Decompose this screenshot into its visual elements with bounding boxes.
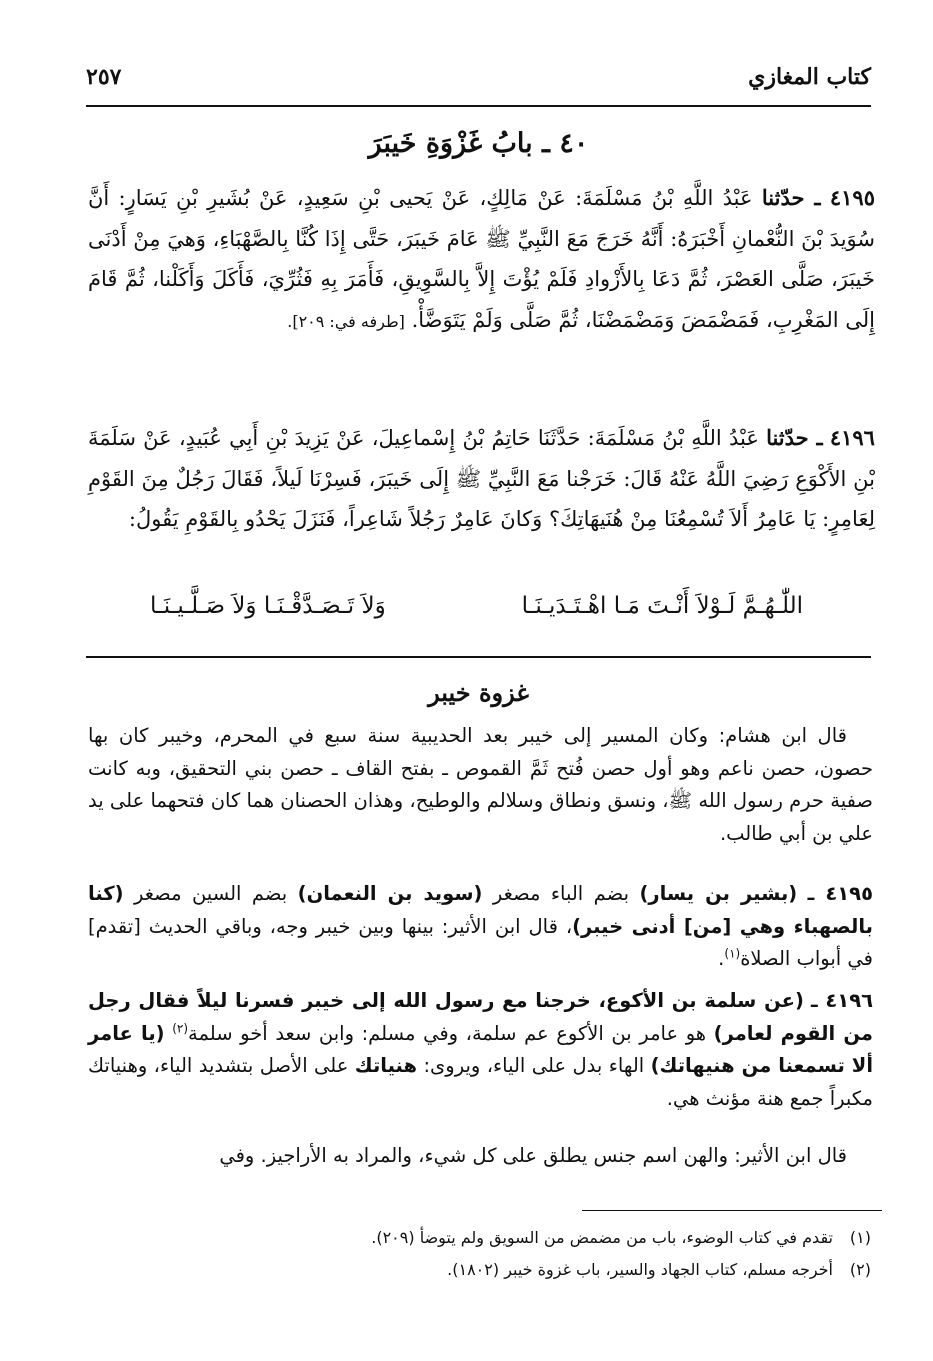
verse-hemistich-first: اللّٰـهُـمَّ لَـوْلاَ أَنْـتَ مَـا اهْـتَـدَيـنَـا bbox=[521, 593, 803, 619]
footnote bbox=[88, 1222, 871, 1254]
commentary-quote: هنياتك bbox=[354, 1054, 418, 1077]
commentary-title: غزوة خيبر bbox=[428, 678, 529, 707]
footnote-rule bbox=[582, 1210, 882, 1211]
hadith-label: ـ حدّثنا bbox=[766, 425, 823, 450]
commentary-text: ، قال ابن الأثير: بينها وبين خيبر وجه، وباقي الحديث [تقدم] في أبواب الصلاة bbox=[88, 914, 873, 970]
commentary-quote: (يا عامر ألا تسمعنا من هنيهاتك) bbox=[88, 1021, 874, 1077]
commentary-text: هو عامر بن الأكوع عم سلمة، وفي مسلم: وابن سعد أخو سلمة bbox=[188, 1021, 714, 1045]
footnote-number: (٢) bbox=[849, 1260, 871, 1279]
commentary-quote: (كنا بالصهباء وهي [من] أدنى خيبر) bbox=[88, 882, 873, 938]
book-title: كتاب المغازي bbox=[748, 64, 871, 90]
footnote-marker[interactable]: (٢) bbox=[172, 1021, 189, 1035]
commentary-text: بضم السين مصغر bbox=[123, 882, 298, 905]
commentary-text: . bbox=[718, 947, 725, 970]
hadith-label: ـ حدّثنا bbox=[761, 185, 821, 210]
hadith-4196 bbox=[88, 418, 875, 540]
commentary-separator bbox=[86, 656, 871, 658]
commentary-number: ٤١٩٥ ـ bbox=[807, 882, 873, 905]
hadith-text: عَبْدُ اللَّهِ بْنُ مَسْلَمَةَ: حَدَّثَنَا حَاتِمُ بْنُ إِسْماعِيلَ، عَنْ يَزِيدَ بْنِ أَبِي عُبَيدٍ، عَنْ سَلَمَةَ بْنِ الأَكْوَعِ رَضِيَ اللَّهُ عَنْهُ قَالَ: خَرَجْنا مَعَ النَّبِيِّ ﷺ إِلَى خَيبَرَ، فَسِرْنَا لَيلاً، فَقَالَ رَجُلٌ مِنَ القَوْمِ لِعَامِرٍ: يَا عَامِرُ أَلاَ تُسْمِعُنَا مِنْ هُنَيهَاتِكَ؟ وَكانَ عَامِرٌ رَجُلاً شَاعِراً، فَنَزَلَ يَحْدُو بِالقَوْمِ يَقُولُ: bbox=[88, 426, 875, 531]
footnotes bbox=[88, 1222, 871, 1286]
hadith-number: ٤١٩٦ bbox=[829, 425, 875, 450]
running-header bbox=[86, 62, 871, 102]
poem-verse bbox=[150, 593, 803, 633]
footnote-marker[interactable]: (١) bbox=[724, 946, 741, 961]
page-number: ٢٥٧ bbox=[86, 64, 122, 90]
footnote bbox=[88, 1254, 871, 1286]
commentary-text: على الأصل بتشديد الياء، وهنياتك مكبراً جمع هنة مؤنث هي. bbox=[88, 1054, 873, 1110]
commentary-paragraph bbox=[88, 720, 873, 850]
commentary-number: ٤١٩٦ ـ bbox=[811, 989, 873, 1012]
header-rule bbox=[86, 105, 871, 107]
hadith-number: ٤١٩٥ bbox=[829, 185, 875, 210]
chapter-title: ٤٠ ـ بابُ غَزْوَةِ خَيبَرَ bbox=[368, 128, 589, 159]
hadith-4195 bbox=[88, 178, 875, 342]
commentary-quote: (بشير بن يسار) bbox=[639, 882, 798, 905]
commentary-paragraph bbox=[88, 1140, 873, 1173]
commentary-paragraph-4196 bbox=[88, 985, 873, 1115]
verse-hemistich-second: وَلاَ تَـصَـدَّقْـنَـا وَلاَ صَـلَّـيـنَـا bbox=[150, 593, 386, 619]
commentary-paragraph-4195 bbox=[88, 878, 873, 976]
commentary-text: بضم الباء مصغر bbox=[482, 882, 640, 905]
footnote-text: تقدم في كتاب الوضوء، باب من مضمض من السويق ولم يتوضأ (٢٠٩). bbox=[371, 1228, 833, 1247]
commentary-quote: (عن سلمة بن الأكوع، خرجنا مع رسول الله إلى خيبر فسرنا ليلاً فقال رجل من القوم لعامر) bbox=[88, 989, 873, 1045]
footnote-text: أخرجه مسلم، كتاب الجهاد والسير، باب غزوة خيبر (١٨٠٢). bbox=[447, 1260, 833, 1279]
hadith-cross-reference: [طرفه في: ٢٠٩]. bbox=[287, 311, 405, 331]
footnote-number: (١) bbox=[849, 1228, 871, 1247]
commentary-quote: (سويد بن النعمان) bbox=[297, 882, 483, 905]
commentary-text: قال ابن هشام: وكان المسير إلى خيبر بعد الحديبية سنة سبع في المحرم، وخيبر كان بها حصون، حصن ناعم وهو أول حصن فُتح ثَمَّ القموص ـ بفتح القاف ـ حصن بني التحقيق، وبه كانت صفية حرم رسول الله ﷺ، ونسق ونطاق وسلالم والوطيح، وهذان الحصنان هما كان فتحهما على يد علي بن أبي طالب. bbox=[88, 724, 873, 845]
hadith-text: عَبْدُ اللَّهِ بْنُ مَسْلَمَةَ: عَنْ مَالِكٍ، عَنْ يَحيى بْنِ سَعِيدٍ، عَنْ بُشَيرِ بْنِ يَسَارٍ: أَنَّ سُوَيدَ بْنَ النُّعْمانِ أَخْبَرَهُ: أَنَّهُ خَرَجَ مَعَ النَّبِيِّ ﷺ عَامَ خَيبَرَ، حَتَّى إِذَا كُنَّا بِالصَّهْبَاءِ، وَهيَ مِنْ أَدْنَى خَيبَرَ، صَلَّى العَصْرَ، ثُمَّ دَعَا بِالأَزْوادِ فَلَمْ يُؤْتَ إِلاَّ بِالسَّوِيقِ، فَأَمَرَ بِهِ فَثُرِّيَ، فَأَكَلَ وَأَكَلْنا، ثُمَّ قَامَ إِلَى المَغْرِبِ، فَمَضْمَضَ وَمَضْمَضْنَا، ثُمَّ صَلَّى وَلَمْ يَتَوَضَّأْ. bbox=[88, 186, 875, 332]
commentary-text: الهاء بدل على الياء، ويروى: bbox=[417, 1054, 651, 1077]
commentary-text: قال ابن الأثير: والهن اسم جنس يطلق على كل شيء، والمراد به الأراجيز. وفي bbox=[219, 1144, 847, 1167]
